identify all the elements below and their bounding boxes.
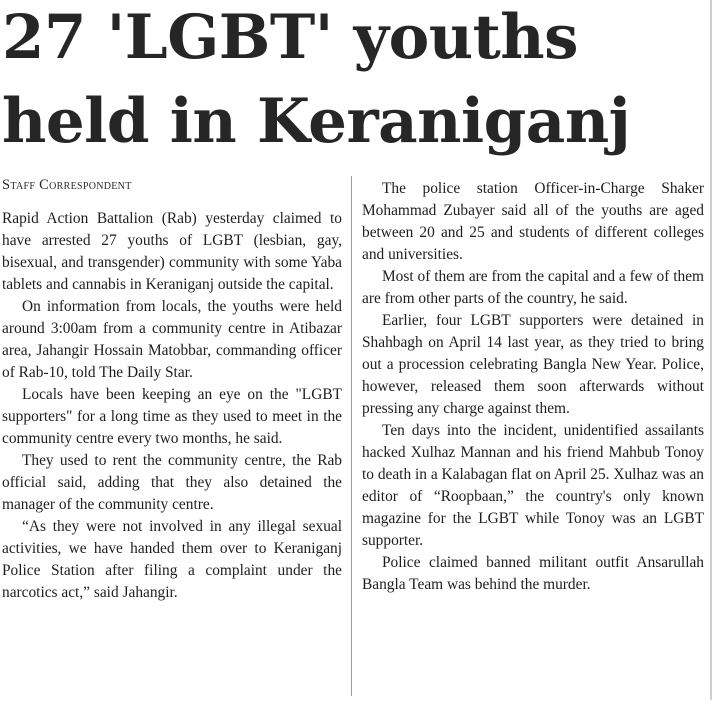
headline: 27 'LGBT' youths held in Keraniganj bbox=[2, 2, 631, 157]
paragraph: They used to rent the community centre, the Rab official said, adding that they also detained the manager of the community centre. bbox=[2, 452, 342, 513]
page-edge-rule bbox=[710, 0, 712, 700]
paragraph: Earlier, four LGBT supporters were detained in Shahbagh on April 14 last year, as they tried to bring out a procession celebrating Bangla New Year. Police, however, released them soon afterwards without pressing any charge against them. bbox=[362, 312, 704, 417]
paragraph: “As they were not involved in any illegal sexual activities, we have handed them over to Keraniganj Police Station after filing a complaint under the narcotics act,” said Jahangir. bbox=[2, 518, 342, 601]
column-divider bbox=[351, 176, 352, 696]
paragraph: Police claimed banned militant outfit Ansarullah Bangla Team was behind the murder. bbox=[362, 554, 704, 593]
paragraph: On information from locals, the youths were held around 3:00am from a community centre in Atibazar area, Jahangir Hossain Matobbar, commanding officer of Rab-10, told The Daily Star. bbox=[2, 298, 342, 381]
paragraph: Rapid Action Battalion (Rab) yesterday claimed to have arrested 27 youths of LGBT (lesbian, gay, bisexual, and transgender) community with some Yaba tablets and cannabis in Keraniganj outside the capital. bbox=[2, 210, 342, 293]
paragraph: Locals have been keeping an eye on the "LGBT supporters" for a long time as they used to meet in the community centre every two months, he said. bbox=[2, 386, 342, 447]
byline: Staff Correspondent bbox=[2, 177, 132, 193]
article-column-right bbox=[362, 178, 704, 596]
paragraph: The police station Officer-in-Charge Shaker Mohammad Zubayer said all of the youths are aged between 20 and 25 and students of different colleges and universities. bbox=[362, 180, 704, 263]
article-column-left bbox=[2, 178, 342, 604]
paragraph: Most of them are from the capital and a few of them are from other parts of the country, he said. bbox=[362, 268, 704, 307]
paragraph: Ten days into the incident, unidentified assailants hacked Xulhaz Mannan and his friend Mahbub Tonoy to death in a Kalabagan flat on April 25. Xulhaz was an editor of “Roopbaan,” the country's only known magazine for the LGBT while Tonoy was an LGBT supporter. bbox=[362, 422, 704, 549]
